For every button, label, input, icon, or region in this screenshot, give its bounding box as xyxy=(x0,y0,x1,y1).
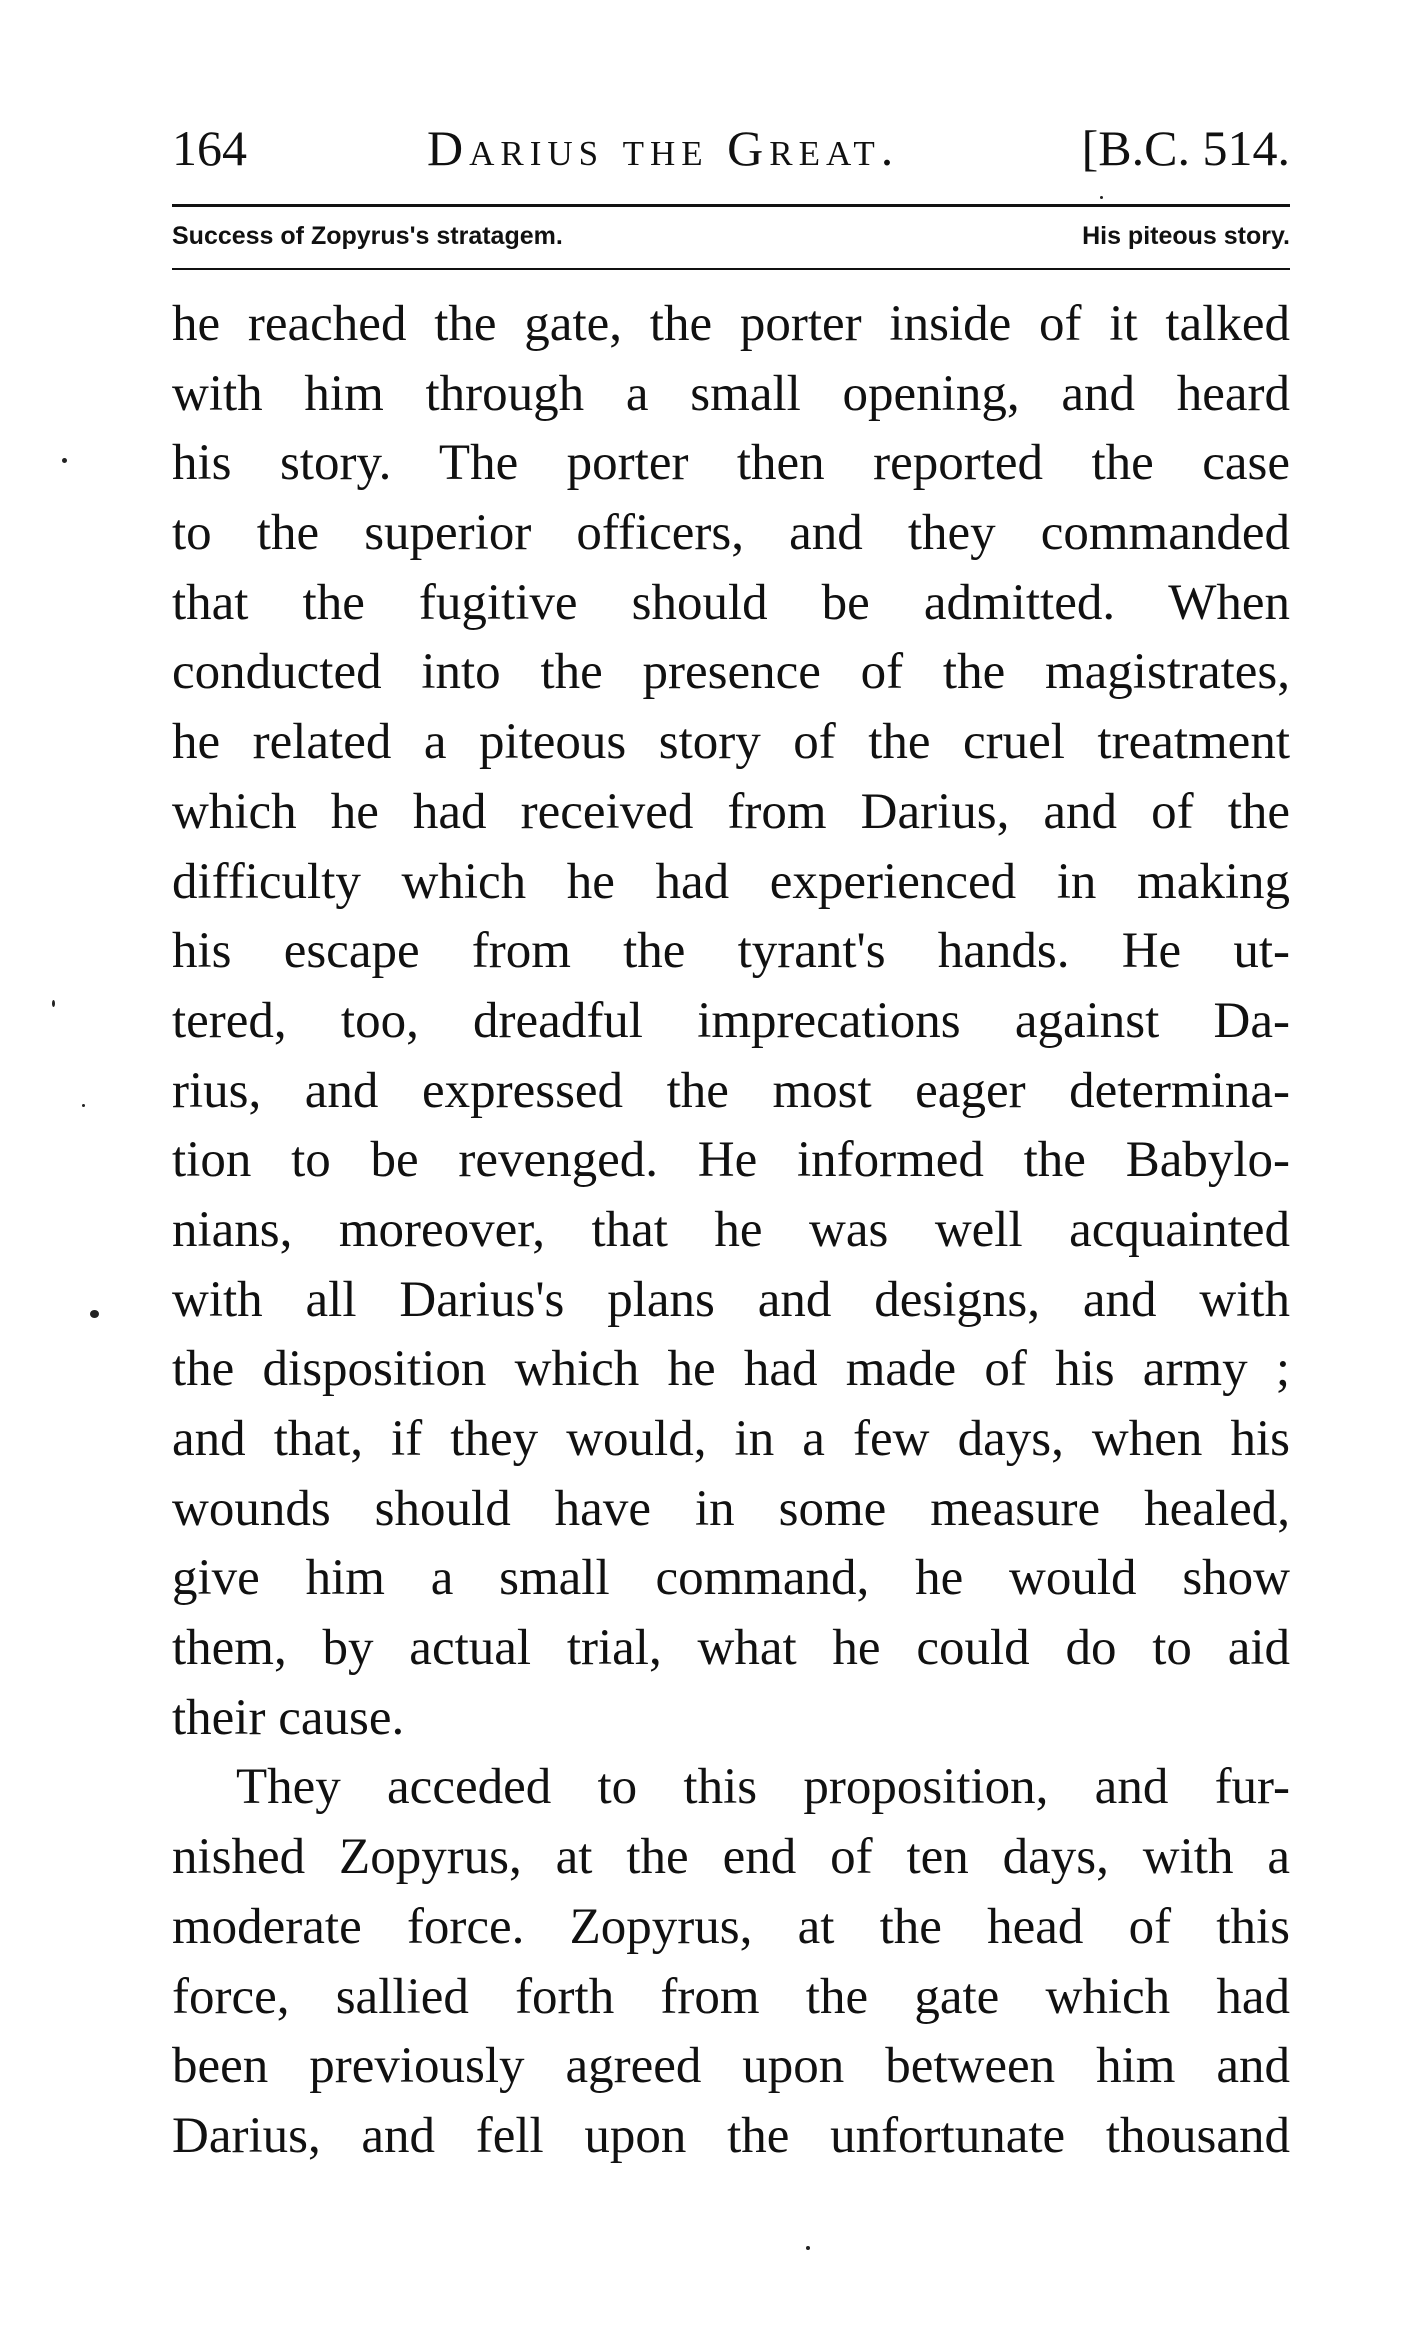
text-line: conducted into the presence of the magistrates, xyxy=(172,644,1290,701)
text-line: with him through a small opening, and heard xyxy=(172,365,1290,422)
text-line: difficulty which he had experienced in making xyxy=(172,853,1290,910)
running-title: Darius the Great. xyxy=(427,120,900,176)
text-line: tered, too, dreadful imprecations against Da- xyxy=(172,992,1290,1049)
print-speck xyxy=(806,2246,810,2250)
header-rule-top xyxy=(172,204,1290,207)
text-line: give him a small command, he would show xyxy=(172,1550,1290,1607)
body-text xyxy=(172,290,1290,2172)
text-line: been previously agreed upon between him and xyxy=(172,2038,1290,2095)
print-speck xyxy=(62,458,67,463)
running-header xyxy=(172,118,1290,178)
text-line: tion to be revenged. He informed the Babylo- xyxy=(172,1132,1290,1189)
text-line: nians, moreover, that he was well acquainted xyxy=(172,1201,1290,1258)
text-line: with all Darius's plans and designs, and with xyxy=(172,1271,1290,1328)
text-line: wounds should have in some measure healed, xyxy=(172,1480,1290,1537)
text-line: They acceded to this proposition, and fur- xyxy=(236,1759,1290,1816)
text-line: their cause. xyxy=(172,1689,405,1746)
print-speck xyxy=(1100,196,1103,199)
text-line: nished Zopyrus, at the end of ten days, with a xyxy=(172,1829,1290,1886)
text-line: them, by actual trial, what he could do to aid xyxy=(172,1620,1290,1677)
text-line: and that, if they would, in a few days, when his xyxy=(172,1411,1290,1467)
text-line: his story. The porter then reported the case xyxy=(172,435,1290,492)
text-line: to the superior officers, and they commanded xyxy=(172,505,1290,562)
text-line: which he had received from Darius, and of the xyxy=(172,783,1290,840)
text-line: he related a piteous story of the cruel treatment xyxy=(172,714,1290,771)
page-number: 164 xyxy=(172,120,247,176)
text-line: force, sallied forth from the gate which had xyxy=(172,1968,1290,2025)
subheader-left: Success of Zopyrus's stratagem. xyxy=(172,222,563,250)
text-line: moderate force. Zopyrus, at the head of this xyxy=(172,1898,1290,1955)
print-speck xyxy=(52,1000,55,1007)
text-line: rius, and expressed the most eager determina- xyxy=(172,1062,1290,1119)
text-line: the disposition which he had made of his army ; xyxy=(172,1341,1290,1398)
subheader-right: His piteous story. xyxy=(1082,222,1290,250)
date-tag: [B.C. 514. xyxy=(1081,120,1290,176)
paragraph-2 xyxy=(172,1753,1290,2171)
text-line: he reached the gate, the porter inside of it talked xyxy=(172,296,1290,352)
print-speck xyxy=(90,1310,99,1318)
text-line: his escape from the tyrant's hands. He ut- xyxy=(172,923,1290,980)
text-line: that the fugitive should be admitted. When xyxy=(172,574,1290,631)
header-rule-bottom xyxy=(172,268,1290,270)
paragraph-1 xyxy=(172,290,1290,1753)
print-speck xyxy=(82,1104,85,1107)
marginal-subheader xyxy=(172,216,1290,256)
text-line: Darius, and fell upon the unfortunate thousand xyxy=(172,2107,1290,2164)
